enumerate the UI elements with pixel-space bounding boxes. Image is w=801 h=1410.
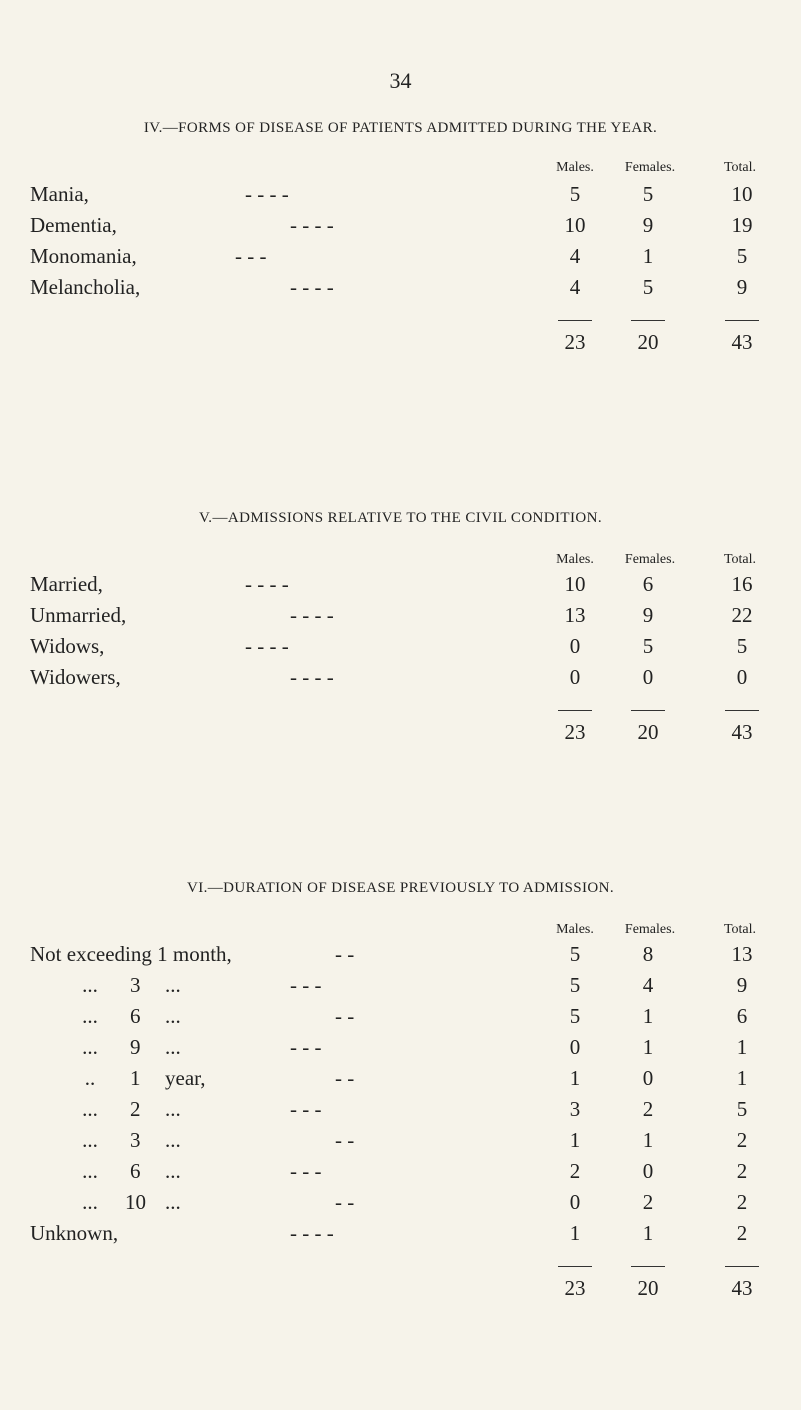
cell-males: 0 [569,634,581,658]
table-row [0,1190,801,1220]
table-row [0,1097,801,1127]
cell-total: 9 [736,973,748,997]
row-label: Widows, [30,634,105,658]
rule-males [558,710,592,711]
cell-females: 1 [642,1221,654,1245]
duration-number: 1 [130,1066,141,1090]
rule-total [725,320,759,321]
rule-males [558,320,592,321]
header-total: Total. [723,160,757,175]
leader-dashes: - - - - [290,275,334,299]
cell-total: 9 [736,275,748,299]
cell-females: 5 [642,275,654,299]
table-row [0,244,801,274]
leader-dashes: - - - - [245,634,289,658]
row-label: Melancholia, [30,275,141,299]
cell-females: 1 [642,244,654,268]
duration-unit: ... [165,1097,181,1121]
cell-males: 0 [569,665,581,689]
cell-females: 5 [642,634,654,658]
duration-number: 3 [130,1128,141,1152]
leader-dashes: - - - - [290,665,334,689]
duration-number: 3 [130,973,141,997]
cell-males: 13 [564,603,586,627]
leader-dashes: - - - - [290,1221,334,1245]
cell-total: 5 [736,1097,748,1121]
table-row [0,1221,801,1251]
duration-unit: year, [165,1066,206,1090]
duration-unit: ... [165,973,181,997]
total-total: 43 [731,1276,753,1300]
cell-females: 6 [642,572,654,596]
row-label: Unknown, [30,1221,119,1245]
leader-dashes: - - - [290,1159,322,1183]
rule-females [631,710,665,711]
cell-total: 2 [736,1190,748,1214]
cell-females: 0 [642,665,654,689]
table-row [0,634,801,664]
header-females: Females. [624,922,676,937]
cell-total: 5 [736,244,748,268]
table-row [0,665,801,695]
header-females: Females. [624,552,676,567]
row-label: Mania, [30,182,89,206]
cell-males: 10 [564,213,586,237]
table-row [0,1004,801,1034]
section-title-civil-condition: V.—ADMISSIONS RELATIVE TO THE CIVIL CONDITION. [199,510,602,526]
totals-row [0,1276,801,1306]
row-label: Monomania, [30,244,137,268]
total-females: 20 [637,330,659,354]
total-females: 20 [637,1276,659,1300]
ditto-dots: ... [82,1035,98,1059]
ditto-dots: ... [82,1159,98,1183]
total-males: 23 [564,720,586,744]
cell-males: 5 [569,1004,581,1028]
ditto-dots: ... [82,1128,98,1152]
cell-total: 2 [736,1128,748,1152]
duration-number: 2 [130,1097,141,1121]
cell-females: 5 [642,182,654,206]
duration-number: 10 [125,1190,146,1214]
leader-dashes: - - - - [290,603,334,627]
totals-row [0,720,801,750]
rule-total [725,1266,759,1267]
cell-males: 3 [569,1097,581,1121]
duration-number: 6 [130,1159,141,1183]
row-label: Not exceeding 1 month, [30,942,232,966]
ditto-dots: ... [82,1190,98,1214]
leader-dashes: - - [335,1190,355,1214]
totals-row [0,330,801,360]
leader-dashes: - - - - [245,572,289,596]
leader-dashes: - - [335,1128,355,1152]
row-label: Dementia, [30,213,117,237]
table-row [0,1159,801,1189]
cell-females: 1 [642,1128,654,1152]
cell-total: 5 [736,634,748,658]
row-label: Unmarried, [30,603,127,627]
table-row [0,973,801,1003]
leader-dashes: - - - [235,244,267,268]
cell-total: 1 [736,1035,748,1059]
page-number: 34 [389,68,412,93]
cell-males: 4 [569,244,581,268]
cell-males: 1 [569,1221,581,1245]
cell-males: 5 [569,973,581,997]
cell-total: 16 [731,572,753,596]
rule-males [558,1266,592,1267]
leader-dashes: - - [335,1004,355,1028]
header-males: Males. [556,160,594,175]
leader-dashes: - - - [290,1035,322,1059]
cell-females: 2 [642,1097,654,1121]
cell-males: 4 [569,275,581,299]
duration-unit: ... [165,1128,181,1152]
total-males: 23 [564,1276,586,1300]
cell-females: 4 [642,973,654,997]
table-row [0,1128,801,1158]
cell-total: 19 [731,213,753,237]
ditto-dots: ... [82,973,98,997]
section-title-forms-of-disease: IV.—FORMS OF DISEASE OF PATIENTS ADMITTED DURING THE YEAR. [143,120,658,136]
leader-dashes: - - - [290,1097,322,1121]
cell-females: 1 [642,1004,654,1028]
cell-total: 1 [736,1066,748,1090]
section-title-duration-of-disease: VI.—DURATION OF DISEASE PREVIOUSLY TO ADMISSION. [186,880,615,896]
header-total: Total. [723,552,757,567]
table-row [0,275,801,305]
cell-total: 13 [731,942,753,966]
cell-females: 9 [642,603,654,627]
cell-females: 1 [642,1035,654,1059]
total-total: 43 [731,720,753,744]
duration-unit: ... [165,1035,181,1059]
duration-unit: ... [165,1190,181,1214]
header-females: Females. [624,160,676,175]
leader-dashes: - - - [290,973,322,997]
table-row [0,182,801,212]
table-row [0,942,801,972]
header-males: Males. [556,552,594,567]
leader-dashes: - - - - [290,213,334,237]
duration-unit: ... [165,1159,181,1183]
cell-total: 2 [736,1159,748,1183]
ditto-dots: .. [84,1066,96,1090]
cell-males: 10 [564,572,586,596]
cell-females: 2 [642,1190,654,1214]
rule-females [631,320,665,321]
total-total: 43 [731,330,753,354]
cell-total: 2 [736,1221,748,1245]
cell-total: 0 [736,665,748,689]
leader-dashes: - - [335,1066,355,1090]
header-total: Total. [723,922,757,937]
leader-dashes: - - - - [245,182,289,206]
rule-females [631,1266,665,1267]
rule-total [725,710,759,711]
table-row [0,1066,801,1096]
leader-dashes: - - [335,942,355,966]
ditto-dots: ... [82,1004,98,1028]
duration-unit: ... [165,1004,181,1028]
header-males: Males. [556,922,594,937]
cell-males: 5 [569,942,581,966]
duration-number: 9 [130,1035,141,1059]
cell-males: 0 [569,1190,581,1214]
cell-total: 6 [736,1004,748,1028]
cell-males: 1 [569,1066,581,1090]
total-females: 20 [637,720,659,744]
cell-females: 9 [642,213,654,237]
cell-males: 1 [569,1128,581,1152]
ditto-dots: ... [82,1097,98,1121]
cell-females: 0 [642,1159,654,1183]
cell-males: 5 [569,182,581,206]
table-row [0,603,801,633]
table-row [0,213,801,243]
cell-males: 2 [569,1159,581,1183]
row-label: Married, [30,572,103,596]
table-row [0,1035,801,1065]
cell-total: 22 [731,603,753,627]
table-row [0,572,801,602]
row-label: Widowers, [30,665,121,689]
total-males: 23 [564,330,586,354]
duration-number: 6 [130,1004,141,1028]
cell-males: 0 [569,1035,581,1059]
cell-females: 8 [642,942,654,966]
cell-females: 0 [642,1066,654,1090]
cell-total: 10 [731,182,753,206]
